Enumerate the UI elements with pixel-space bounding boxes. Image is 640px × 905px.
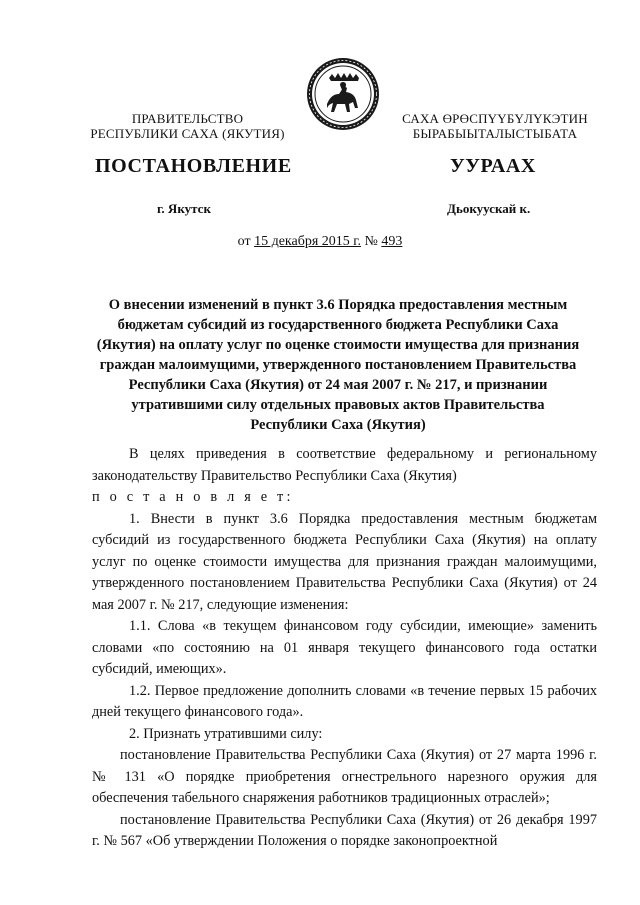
government-name-sakha-line1: САХА ӨРӨСПҮҮБҮЛҮКЭТИН	[402, 111, 588, 126]
date-number-line	[0, 234, 640, 250]
item-2-paragraph: 2. Признать утратившими силу:	[129, 725, 323, 742]
document-type-sakha: УУРААХ	[450, 155, 536, 177]
document-body	[92, 444, 597, 853]
subject-line: Республики Саха (Якутия) от 24 мая 2007 г. № 217, и признании	[128, 377, 548, 393]
item-1-1-paragraph: 1.1. Слова «в текущем финансовом году субсидии, имеющие» заменить словами «по состоянию на 01 января текущего финансового года остатки субсидий, имеющих».	[92, 618, 597, 677]
resolves-word: п о с т а н о в л я е т:	[92, 489, 294, 505]
subject-line: утратившими силу отдельных правовых актов Правительства	[131, 397, 545, 413]
subject-line: Республики Саха (Якутия)	[250, 417, 426, 433]
number-label: №	[364, 234, 378, 249]
government-name-ru-line1: ПРАВИТЕЛЬСТВО	[131, 111, 244, 126]
subject-line: О внесении изменений в пункт 3.6 Порядка предоставления местным	[108, 297, 568, 313]
preamble-paragraph: В целях приведения в соответствие федеральному и региональному законодательству Правительство Республики Саха (Якутия)	[92, 446, 597, 484]
item-2-a-paragraph: постановление Правительства Республики Саха (Якутия) от 27 марта 1996 г. № 131 «О порядке приобретения огнестрельного нарезного оружия для обеспечения табельного снаряжения работников традиционных отраслей»;	[92, 747, 597, 806]
document-number: 493	[381, 234, 403, 249]
subject-line: бюджетам субсидий из государственного бюджета Республики Саха	[117, 317, 559, 333]
government-name-ru	[80, 111, 295, 141]
government-name-sakha	[395, 111, 595, 141]
subject-line: (Якутия) на оплату услуг по оценке стоимости имущества для признания	[96, 337, 580, 353]
date-prefix: от	[237, 234, 251, 249]
document-date: 15 декабря 2015 г.	[254, 234, 361, 249]
government-name-ru-line2: РЕСПУБЛИКИ САХА (ЯКУТИЯ)	[90, 126, 285, 141]
subject-line: граждан малоимущими, утвержденного постановлением Правительства	[99, 357, 577, 373]
document-type-ru: ПОСТАНОВЛЕНИЕ	[95, 155, 292, 177]
coat-of-arms-icon	[305, 56, 381, 132]
city-sakha: Дьокуускай к.	[447, 201, 531, 216]
government-name-sakha-line2: БЫРАБЫЫТАЛЫСТЫБАТА	[412, 126, 578, 141]
item-2-b-paragraph: постановление Правительства Республики Саха (Якутия) от 26 декабря 1997 г. № 567 «Об утверждении Положения о порядке законопроектной	[92, 811, 597, 849]
document-subject	[88, 295, 588, 435]
city-ru: г. Якутск	[157, 201, 211, 216]
item-1-paragraph: 1. Внести в пункт 3.6 Порядка предоставления местным бюджетам субсидий из государственного бюджета Республики Саха (Якутия) на оплату услуг по оценке стоимости имущества для признания граждан малоимущими, утвержденного постановлением Правительства Республики Саха (Якутия) от 24 мая 2007 г. № 217, следующие изменения:	[92, 510, 597, 613]
item-1-2-paragraph: 1.2. Первое предложение дополнить словами «в течение первых 15 рабочих дней текущего финансового года».	[92, 682, 597, 720]
